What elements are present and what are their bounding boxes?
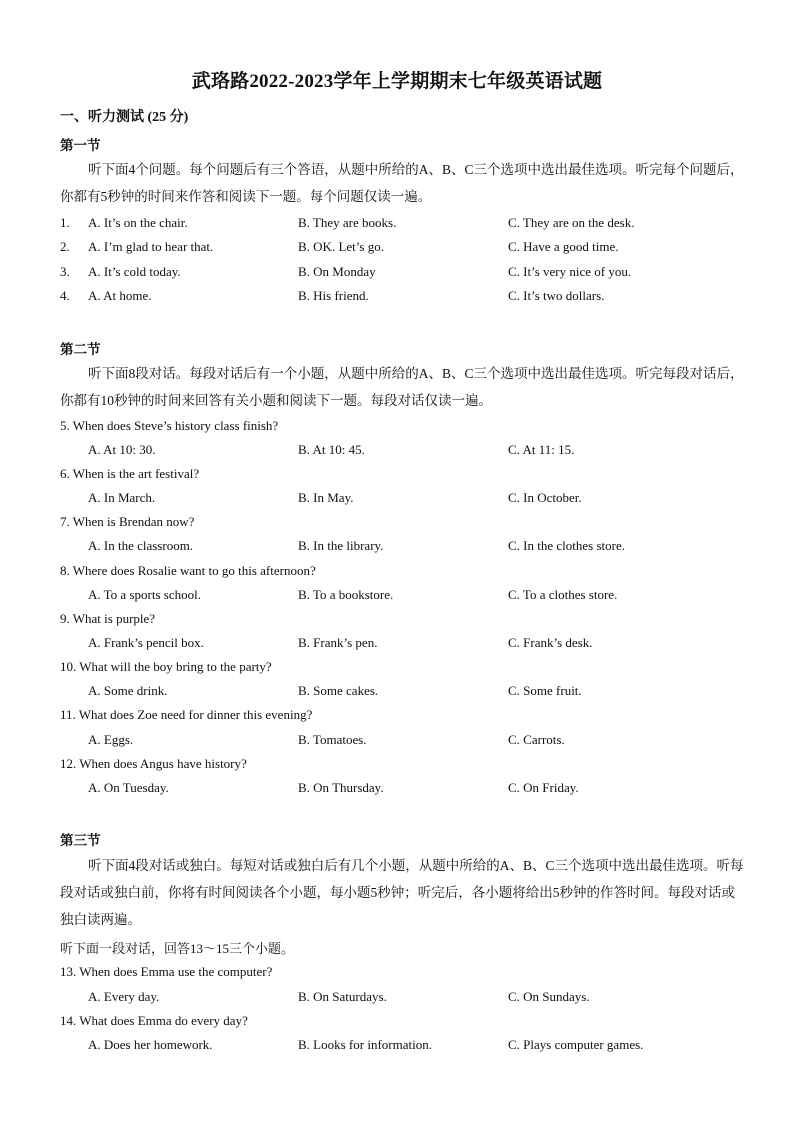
option-b: B. In May. (298, 490, 354, 505)
question-number: 1. (60, 215, 70, 230)
option-a: A. At 10: 30. (88, 442, 156, 457)
option-c: C. On Sundays. (508, 989, 590, 1004)
option-b: B. On Monday (298, 264, 376, 279)
option-a: A. Does her homework. (88, 1037, 213, 1052)
options-row (60, 683, 760, 701)
section3-heading: 第三节 (60, 833, 101, 848)
option-c: C. They are on the desk. (508, 215, 635, 230)
question-row (60, 239, 760, 257)
option-c: C. In October. (508, 490, 582, 505)
options-row (60, 732, 760, 750)
question-stem: 6. When is the art festival? (60, 466, 200, 481)
question-row (60, 264, 760, 282)
question-row (60, 215, 760, 233)
option-a: A. On Tuesday. (88, 780, 169, 795)
options-row (60, 635, 760, 653)
question-row (60, 288, 760, 306)
option-c: C. Some fruit. (508, 683, 582, 698)
question-stem: 12. When does Angus have history? (60, 756, 247, 771)
option-c: C. It’s two dollars. (508, 288, 605, 303)
options-row (60, 490, 760, 508)
option-a: A. In March. (88, 490, 156, 505)
option-c: C. Plays computer games. (508, 1037, 644, 1052)
option-b: B. Some cakes. (298, 683, 379, 698)
option-b: B. Looks for information. (298, 1037, 432, 1052)
question-stem: 10. What will the boy bring to the party? (60, 659, 272, 674)
option-c: C. In the clothes store. (508, 538, 625, 553)
option-b: B. On Saturdays. (298, 989, 387, 1004)
question-stem: 13. When does Emma use the computer? (60, 964, 273, 979)
question-stem: 14. What does Emma do every day? (60, 1013, 248, 1028)
option-a: A. Every day. (88, 989, 160, 1004)
option-a: A. It’s cold today. (88, 264, 181, 279)
option-b: B. OK. Let’s go. (298, 239, 384, 254)
option-c: C. It’s very nice of you. (508, 264, 632, 279)
option-a: A. In the classroom. (88, 538, 194, 553)
option-c: C. At 11: 15. (508, 442, 575, 457)
option-c: C. Have a good time. (508, 239, 619, 254)
option-b: B. His friend. (298, 288, 369, 303)
options-row (60, 538, 760, 556)
option-a: A. Eggs. (88, 732, 134, 747)
option-b: B. Frank’s pen. (298, 635, 378, 650)
section1-instructions: 听下面4个问题。每个问题后有三个答语，从题中所给的A、B、C三个选项中选出最佳选项。听完每个问题后，你都有5秒钟的时间来作答和阅读下一题。每个问题仅读一遍。 (60, 162, 744, 204)
section3-lead: 听下面一段对话，回答13～15三个小题。 (60, 941, 295, 956)
option-c: C. Frank’s desk. (508, 635, 593, 650)
options-row (60, 1037, 760, 1055)
option-b: B. To a bookstore. (298, 587, 394, 602)
option-b: B. Tomatoes. (298, 732, 367, 747)
option-a: A. At home. (88, 288, 152, 303)
options-row (60, 587, 760, 605)
section2-instructions: 听下面8段对话。每段对话后有一个小题，从题中所给的A、B、C三个选项中选出最佳选项。听完每段对话后，你都有10秒钟的时间来回答有关小题和阅读下一题。每段对话仅读一遍。 (60, 366, 744, 408)
option-b: B. At 10: 45. (298, 442, 365, 457)
question-stem: 5. When does Steve’s history class finish? (60, 418, 279, 433)
option-b: B. On Thursday. (298, 780, 384, 795)
part1-heading: 一、听力测试 (25 分) (60, 110, 189, 125)
option-c: C. To a clothes store. (508, 587, 618, 602)
question-stem: 9. What is purple? (60, 611, 156, 626)
option-c: C. Carrots. (508, 732, 565, 747)
option-c: C. On Friday. (508, 780, 579, 795)
options-row (60, 989, 760, 1007)
options-row (60, 442, 760, 460)
option-a: A. To a sports school. (88, 587, 201, 602)
question-number: 4. (60, 288, 70, 303)
question-number: 3. (60, 264, 70, 279)
question-stem: 8. Where does Rosalie want to go this afternoon? (60, 563, 316, 578)
option-a: A. Frank’s pencil box. (88, 635, 204, 650)
section3-instructions: 听下面4段对话或独白。每短对话或独白后有几个小题，从题中所给的A、B、C三个选项中选出最佳选项。听每段对话或独白前，你将有时间阅读各个小题，每小题5秒钟；听完后，各小题将给出5秒钟的作答时间。每段对话或独白读两遍。 (60, 858, 744, 927)
option-b: B. In the library. (298, 538, 384, 553)
option-a: A. I’m glad to hear that. (88, 239, 214, 254)
question-stem: 11. What does Zoe need for dinner this evening? (60, 707, 313, 722)
question-number: 2. (60, 239, 70, 254)
option-a: A. It’s on the chair. (88, 215, 188, 230)
option-a: A. Some drink. (88, 683, 168, 698)
section1-heading: 第一节 (60, 138, 101, 153)
section2-heading: 第二节 (60, 342, 101, 357)
options-row (60, 780, 760, 798)
question-stem: 7. When is Brendan now? (60, 514, 195, 529)
exam-title: 武珞路2022-2023学年上学期期末七年级英语试题 (191, 71, 603, 92)
option-b: B. They are books. (298, 215, 397, 230)
